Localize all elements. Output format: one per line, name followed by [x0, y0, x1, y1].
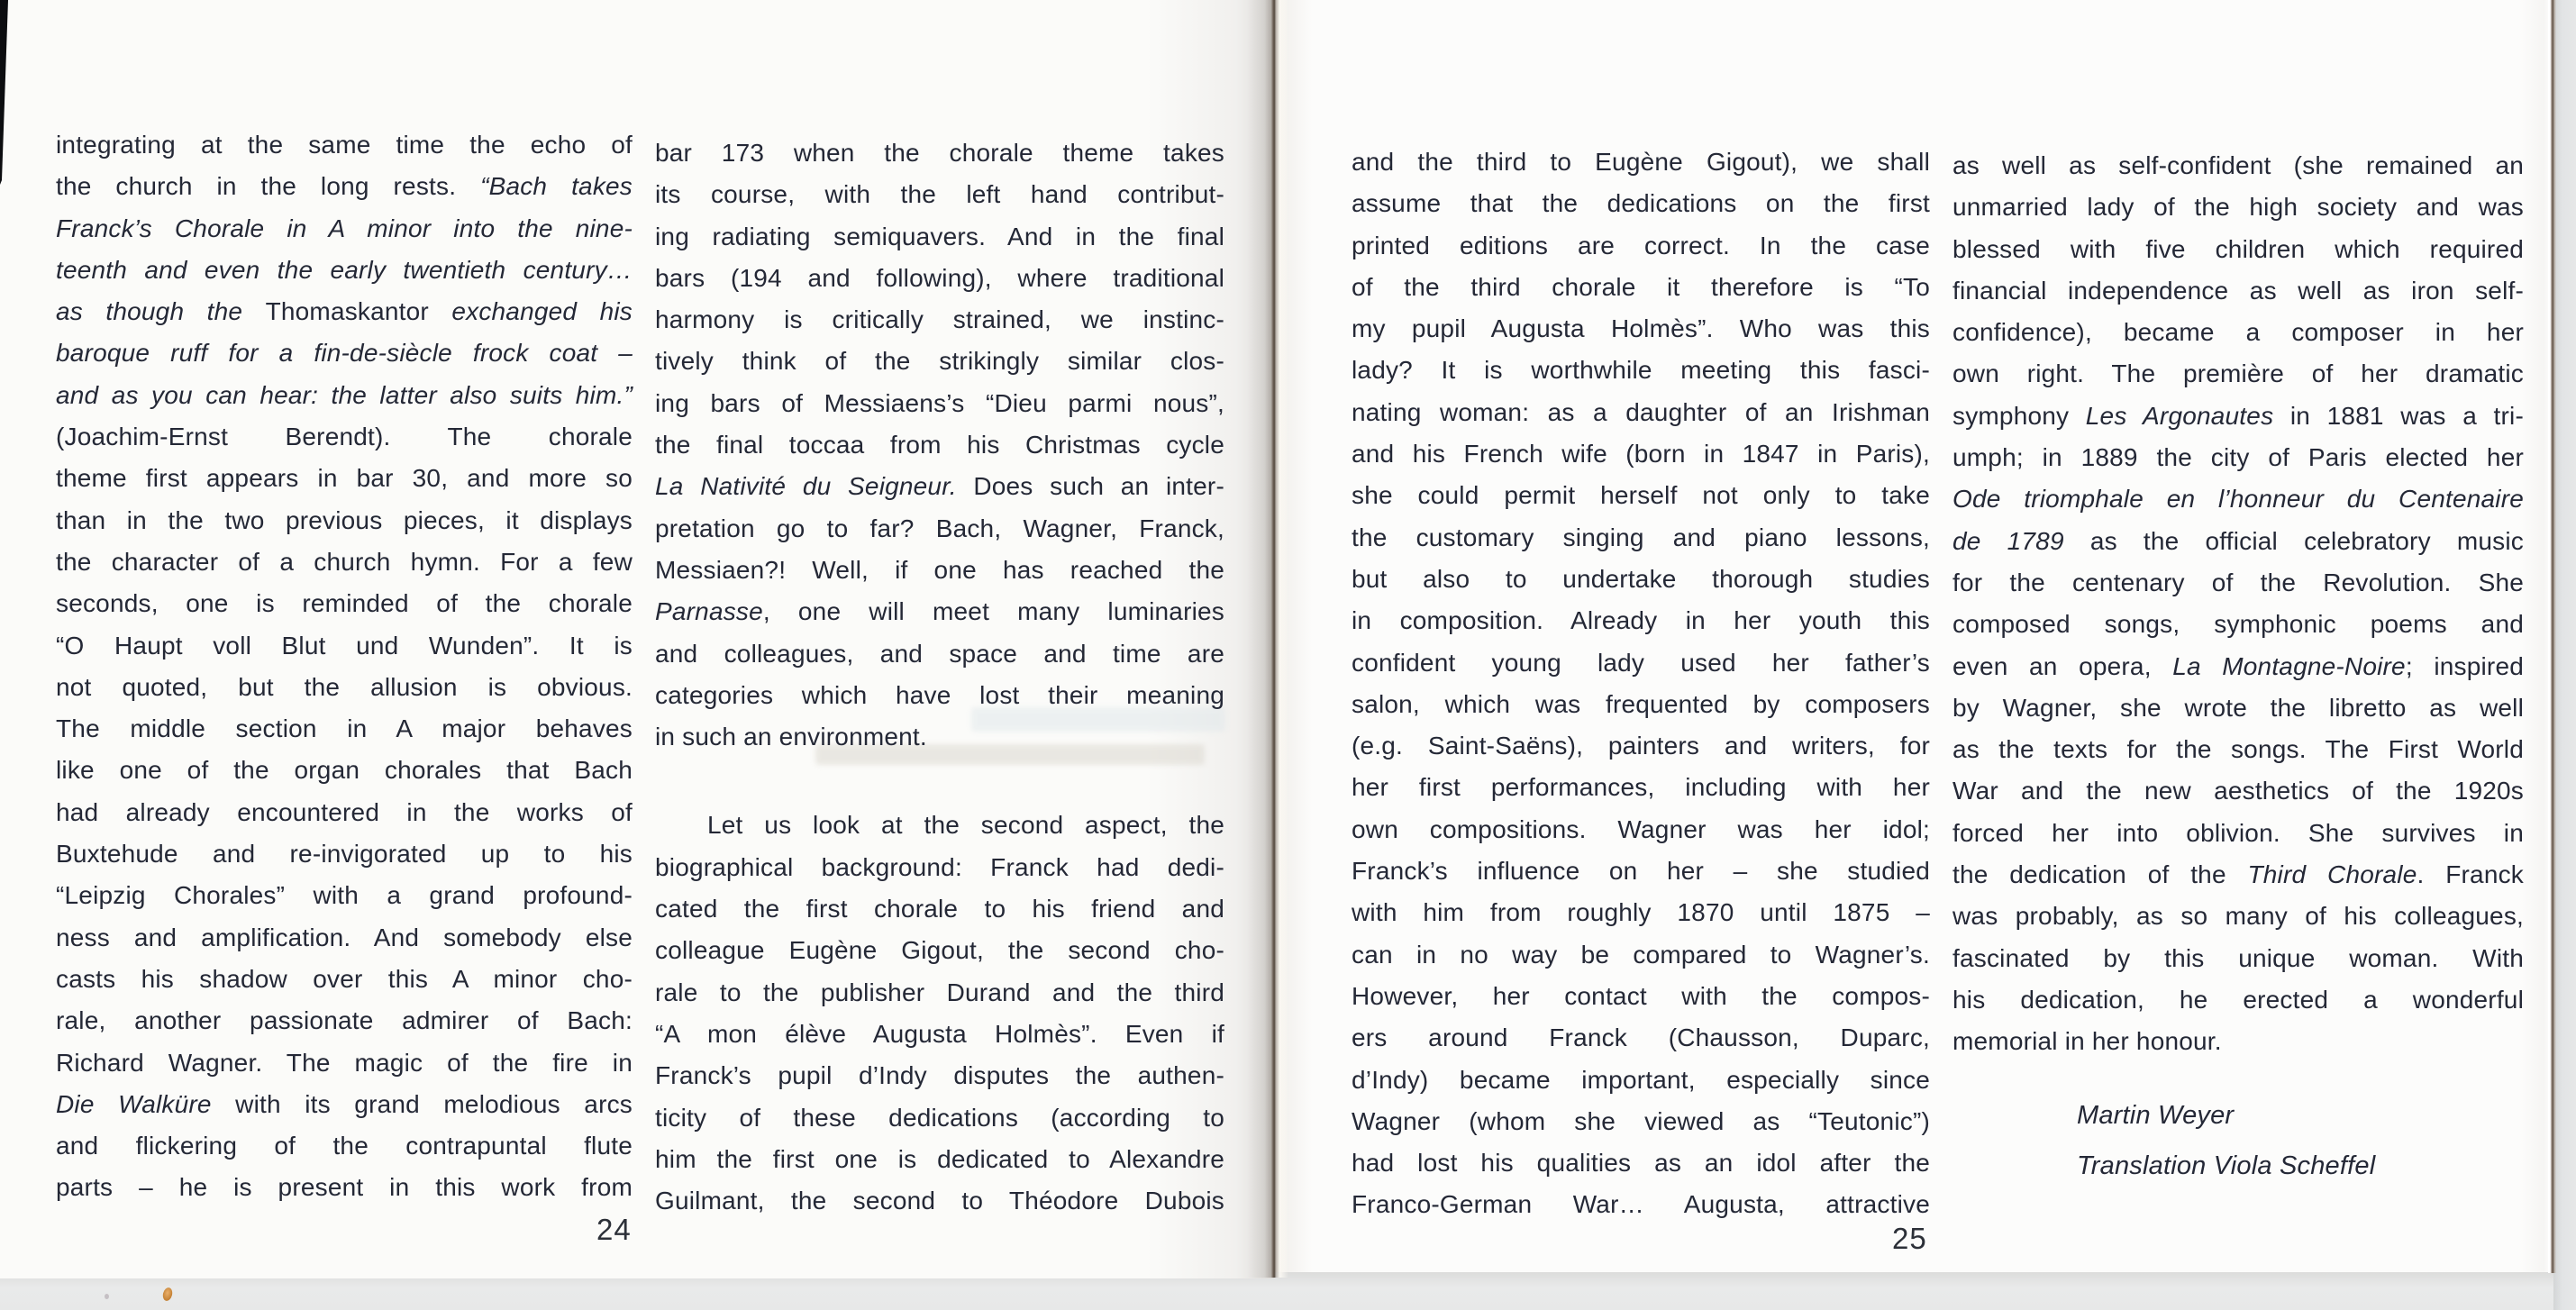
text-line	[655, 633, 1224, 675]
text-run: of the third chorale it therefore is “To	[1352, 272, 1930, 301]
text-line	[1352, 600, 1930, 641]
text-run: was probably, as so many of his colleagues,	[1952, 902, 2524, 931]
text-line	[655, 550, 1224, 591]
scan-right-margin	[2553, 0, 2576, 1310]
text-run: . Franck	[2417, 860, 2525, 889]
text-line	[655, 424, 1224, 466]
text-run: in composition. Already in her youth this	[1352, 606, 1930, 635]
text-run: “A mon élève Augusta Holmès”. Even if	[655, 1019, 1224, 1048]
text-line	[1952, 229, 2524, 270]
text-line	[56, 708, 633, 750]
text-run: financial independence as well as iron self-	[1952, 276, 2524, 305]
text-line	[655, 341, 1224, 382]
text-run: not quoted, but the allusion is obvious.	[56, 672, 633, 701]
text-line	[1952, 1021, 2524, 1062]
text-line	[1952, 562, 2524, 604]
text-line	[1352, 392, 1930, 433]
text-run: salon, which was frequented by composers	[1352, 689, 1930, 718]
text-run: Wagner (whom she viewed as “Teutonic”)	[1352, 1106, 1930, 1135]
text-line	[655, 216, 1224, 258]
text-run: she could permit herself not only to take	[1352, 481, 1930, 510]
text-run: categories which have lost their meaning	[655, 680, 1224, 709]
text-line	[655, 1180, 1224, 1222]
text-run: like one of the organ chorales that Bach	[56, 756, 633, 785]
text-line	[655, 805, 1224, 846]
text-run: as well as self-confident (she remained an	[1952, 151, 2524, 179]
text-line	[1352, 809, 1930, 851]
text-run: printed editions are correct. In the case	[1352, 231, 1930, 259]
text-line	[1952, 770, 2524, 812]
text-run: “O Haupt voll Blut und Wunden”. It is	[56, 631, 633, 660]
text-line	[56, 124, 633, 166]
signature-line: Martin Weyer	[2077, 1100, 2235, 1130]
page-number-25: 25	[1892, 1222, 1927, 1255]
text-line	[56, 583, 633, 624]
text-run: nating woman: as a daughter of an Irishman	[1352, 397, 1930, 426]
text-run: had lost his qualities as an idol after the	[1352, 1149, 1930, 1178]
text-line	[1952, 396, 2524, 437]
text-line	[1952, 437, 2524, 478]
text-run: Does such an inter-	[956, 472, 1224, 501]
text-line	[1352, 684, 1930, 725]
text-line	[655, 132, 1224, 174]
text-line	[1952, 478, 2524, 520]
text-run: in such an environment.	[655, 723, 927, 751]
text-line	[56, 959, 633, 1000]
text-line	[56, 625, 633, 667]
text-run: had already encountered in the works of	[56, 797, 633, 826]
italic-text-run: Ode triomphale en l’honneur du Centenaire	[1952, 485, 2524, 514]
text-line	[655, 1097, 1224, 1139]
text-line	[655, 972, 1224, 1014]
text-run: the final toccaa from his Christmas cycle	[655, 431, 1224, 459]
text-run: War and the new aesthetics of the 1920s	[1952, 777, 2524, 805]
text-line	[1952, 270, 2524, 312]
text-line	[56, 917, 633, 959]
dust-speck	[105, 1294, 109, 1299]
text-run: with him from roughly 1870 until 1875 –	[1352, 898, 1930, 927]
text-line	[1352, 642, 1930, 684]
text-run: umph; in 1889 the city of Paris elected her	[1952, 443, 2524, 472]
text-line	[56, 250, 633, 291]
text-line	[1352, 308, 1930, 350]
italic-text-run: teenth and even the early twentieth century…	[56, 255, 633, 284]
text-run: even an opera,	[1952, 651, 2173, 680]
text-line	[655, 258, 1224, 299]
text-line	[1952, 896, 2524, 937]
text-run: bar 173 when the chorale theme takes	[655, 139, 1224, 167]
italic-text-run: La Nativité du Seigneur.	[655, 472, 957, 501]
text-run: colleague Eugène Gigout, the second cho-	[655, 936, 1224, 965]
text-line	[56, 1167, 633, 1208]
text-line	[1952, 312, 2524, 353]
text-line	[1352, 517, 1930, 559]
text-run: ing bars of Messiaens’s “Dieu parmi nous”,	[655, 388, 1224, 417]
text-run: can in no way be compared to Wagner’s.	[1352, 940, 1930, 969]
text-run: confident young lady used her father’s	[1352, 648, 1930, 677]
italic-text-run: “Bach takes	[480, 172, 633, 201]
text-run: and flickering of the contrapuntal flute	[56, 1132, 633, 1160]
text-line	[655, 591, 1224, 632]
text-run: integrating at the same time the echo of	[56, 131, 633, 159]
text-run: ers around Franck (Chausson, Duparc,	[1352, 1023, 1930, 1052]
page-gutter-shadow	[1247, 0, 1288, 1278]
text-run: Guilmant, the second to Théodore Dubois	[655, 1187, 1224, 1215]
text-run: ness and amplification. And somebody else	[56, 923, 633, 951]
italic-text-run: Die Walküre	[56, 1089, 212, 1118]
text-line	[1352, 1142, 1930, 1184]
text-line	[655, 1055, 1224, 1096]
text-column-page24-left	[56, 124, 633, 1209]
text-run: rale to the publisher Durand and the third	[655, 978, 1224, 1006]
text-line	[1352, 767, 1930, 808]
text-line	[1352, 267, 1930, 308]
text-column-page24-right	[655, 132, 1224, 1222]
text-line	[1352, 1101, 1930, 1142]
text-line	[1352, 892, 1930, 933]
text-run: Let us look at the second aspect, the	[707, 811, 1224, 840]
text-run: ticity of these dedications (according to	[655, 1103, 1224, 1132]
text-line	[655, 675, 1224, 716]
text-run: , one will meet many luminaries	[762, 597, 1224, 626]
text-run: harmony is critically strained, we instinc-	[655, 305, 1224, 334]
text-line	[1952, 186, 2524, 228]
author-signature	[2077, 1090, 2524, 1191]
text-run: and colleagues, and space and time are	[655, 639, 1224, 668]
italic-text-run: exchanged his	[428, 297, 633, 326]
italic-text-run: and as you can hear: the latter also suits him.”	[56, 380, 633, 409]
text-line	[1952, 604, 2524, 645]
text-line	[1352, 225, 1930, 267]
text-run: and the third to Eugène Gigout), we shall	[1352, 148, 1930, 176]
text-line	[1952, 145, 2524, 186]
text-line	[1352, 1184, 1930, 1225]
text-run: Richard Wagner. The magic of the fire in	[56, 1048, 633, 1077]
text-run: lady? It is worthwhile meeting this fasci-	[1352, 356, 1930, 385]
text-line	[1352, 183, 1930, 224]
text-line	[56, 416, 633, 458]
text-line	[56, 541, 633, 583]
text-run: the dedication of the	[1952, 860, 2248, 889]
text-run: Franco-German War… Augusta, attractive	[1352, 1190, 1930, 1219]
text-run: tively think of the strikingly similar clos-	[655, 347, 1224, 376]
text-run: confidence), became a composer in her	[1952, 318, 2524, 347]
text-run: own right. The première of her dramatic	[1952, 359, 2524, 388]
text-line	[1952, 646, 2524, 687]
text-run: but also to undertake thorough studies	[1352, 564, 1930, 593]
text-run: memorial in her honour.	[1952, 1027, 2222, 1056]
text-run: forced her into oblivion. She survives in	[1952, 818, 2524, 847]
text-run: blessed with five children which required	[1952, 234, 2524, 263]
text-run: own compositions. Wagner was her idol;	[1352, 814, 1930, 843]
text-run: with its grand melodious arcs	[211, 1089, 633, 1118]
text-run: by Wagner, she wrote the libretto as well	[1952, 693, 2524, 722]
text-run: in 1881 was a tri-	[2273, 401, 2524, 430]
text-line	[655, 930, 1224, 971]
text-line	[1352, 934, 1930, 976]
text-line	[655, 888, 1224, 930]
text-line	[1352, 350, 1930, 391]
text-column-page25-right	[1952, 145, 2524, 1191]
italic-text-run: Les Argonautes	[2085, 401, 2274, 430]
text-line	[655, 1139, 1224, 1180]
text-line	[56, 458, 633, 499]
text-line	[56, 375, 633, 416]
text-run: her first performances, including with her	[1352, 773, 1930, 802]
text-line	[655, 466, 1224, 507]
text-line	[56, 1084, 633, 1125]
text-run: Franck’s pupil d’Indy disputes the authen-	[655, 1061, 1224, 1090]
text-line	[56, 1000, 633, 1042]
text-line	[1352, 1017, 1930, 1059]
text-run: assume that the dedications on the first	[1352, 189, 1930, 218]
text-run: its course, with the left hand contribut-	[655, 180, 1224, 209]
text-run: (e.g. Saint-Saëns), painters and writers, for	[1352, 732, 1930, 760]
text-run: cated the first chorale to his friend and	[655, 895, 1224, 923]
italic-text-run: La Montagne-Noire	[2172, 651, 2406, 680]
text-line	[56, 166, 633, 207]
text-line	[1952, 854, 2524, 896]
text-line	[56, 208, 633, 250]
text-line	[1952, 979, 2524, 1021]
text-line	[56, 1125, 633, 1167]
text-line	[56, 750, 633, 791]
text-run: seconds, one is reminded of the chorale	[56, 589, 633, 618]
text-run: biographical background: Franck had dedi-	[655, 852, 1224, 881]
text-line	[1352, 433, 1930, 475]
text-line	[56, 833, 633, 875]
text-line	[655, 847, 1224, 888]
text-run: the church in the long rests.	[56, 172, 481, 201]
text-run: “Leipzig Chorales” with a grand profound-	[56, 881, 633, 910]
text-line	[1352, 141, 1930, 183]
text-run: composed songs, symphonic poems and	[1952, 610, 2524, 639]
text-run: Thomaskantor	[265, 297, 429, 326]
italic-text-run: Parnasse	[655, 597, 763, 626]
text-run: Franck’s influence on her – she studied	[1352, 857, 1930, 886]
page-cut-edge	[2548, 0, 2556, 1273]
signature-line: Translation Viola Scheffel	[2077, 1151, 2376, 1180]
italic-text-run: de 1789	[1952, 526, 2064, 555]
page-number-24: 24	[596, 1213, 632, 1246]
text-run: Buxtehude and re-invigorated up to his	[56, 840, 633, 869]
italic-text-run: as though the	[56, 297, 266, 326]
text-line	[1952, 938, 2524, 979]
text-run: the character of a church hymn. For a few	[56, 547, 633, 576]
text-run: d’Indy) became important, especially since	[1352, 1065, 1930, 1094]
text-run: for the centenary of the Revolution. She	[1952, 568, 2524, 596]
italic-text-run: Third Chorale	[2247, 860, 2417, 889]
text-line	[56, 792, 633, 833]
text-run: his dedication, he erected a wonderful	[1952, 985, 2524, 1014]
text-line	[1952, 729, 2524, 770]
text-line	[1952, 353, 2524, 395]
text-run: theme first appears in bar 30, and more so	[56, 464, 633, 493]
text-run: the customary singing and piano lessons,	[1352, 523, 1930, 551]
text-line	[1352, 725, 1930, 767]
text-line	[655, 299, 1224, 341]
text-line	[56, 667, 633, 708]
text-line	[1352, 976, 1930, 1017]
text-line	[56, 332, 633, 374]
text-column-page25-left	[1352, 141, 1930, 1226]
text-run: pretation go to far? Bach, Wagner, Franck,	[655, 514, 1224, 542]
text-line	[1352, 559, 1930, 600]
text-run: casts his shadow over this A minor cho-	[56, 964, 633, 993]
text-run: bars (194 and following), where traditional	[655, 263, 1224, 292]
text-run: my pupil Augusta Holmès”. Who was this	[1352, 314, 1930, 343]
text-line	[1952, 687, 2524, 729]
text-line	[655, 508, 1224, 550]
text-run: fascinated by this unique woman. With	[1952, 943, 2524, 972]
text-run: than in the two previous pieces, it displays	[56, 505, 633, 534]
italic-text-run: Franck’s Chorale in A minor into the nine-	[56, 214, 633, 242]
text-run: (Joachim-Ernst Berendt). The chorale	[56, 423, 633, 451]
text-run: him the first one is dedicated to Alexandre	[655, 1144, 1224, 1173]
text-line	[56, 875, 633, 916]
text-line	[56, 500, 633, 541]
text-line	[56, 291, 633, 332]
text-line	[1952, 813, 2524, 854]
text-line	[1352, 475, 1930, 516]
text-run: ing radiating semiquavers. And in the final	[655, 222, 1224, 250]
italic-text-run: baroque ruff for a fin-de-siècle frock coat –	[56, 339, 633, 368]
text-line	[56, 1042, 633, 1084]
text-run: unmarried lady of the high society and was	[1952, 193, 2524, 222]
text-line	[655, 174, 1224, 215]
text-line	[655, 383, 1224, 424]
text-line	[655, 716, 1224, 758]
text-line	[1352, 1060, 1930, 1101]
text-run: as the official celebratory music	[2063, 526, 2524, 555]
text-run: However, her contact with the compos-	[1352, 981, 1930, 1010]
text-run: ; inspired	[2405, 651, 2524, 680]
text-run: parts – he is present in this work from	[56, 1173, 633, 1202]
text-line	[1952, 521, 2524, 562]
text-run: and his French wife (born in 1847 in Paris),	[1352, 440, 1930, 469]
text-run: The middle section in A major behaves	[56, 714, 633, 743]
text-run: rale, another passionate admirer of Bach:	[56, 1006, 633, 1035]
text-line	[1352, 851, 1930, 892]
text-run: symphony	[1952, 401, 2086, 430]
text-run: Messiaen?! Well, if one has reached the	[655, 555, 1224, 584]
text-line	[655, 1014, 1224, 1055]
text-run: as the texts for the songs. The First World	[1952, 735, 2524, 764]
